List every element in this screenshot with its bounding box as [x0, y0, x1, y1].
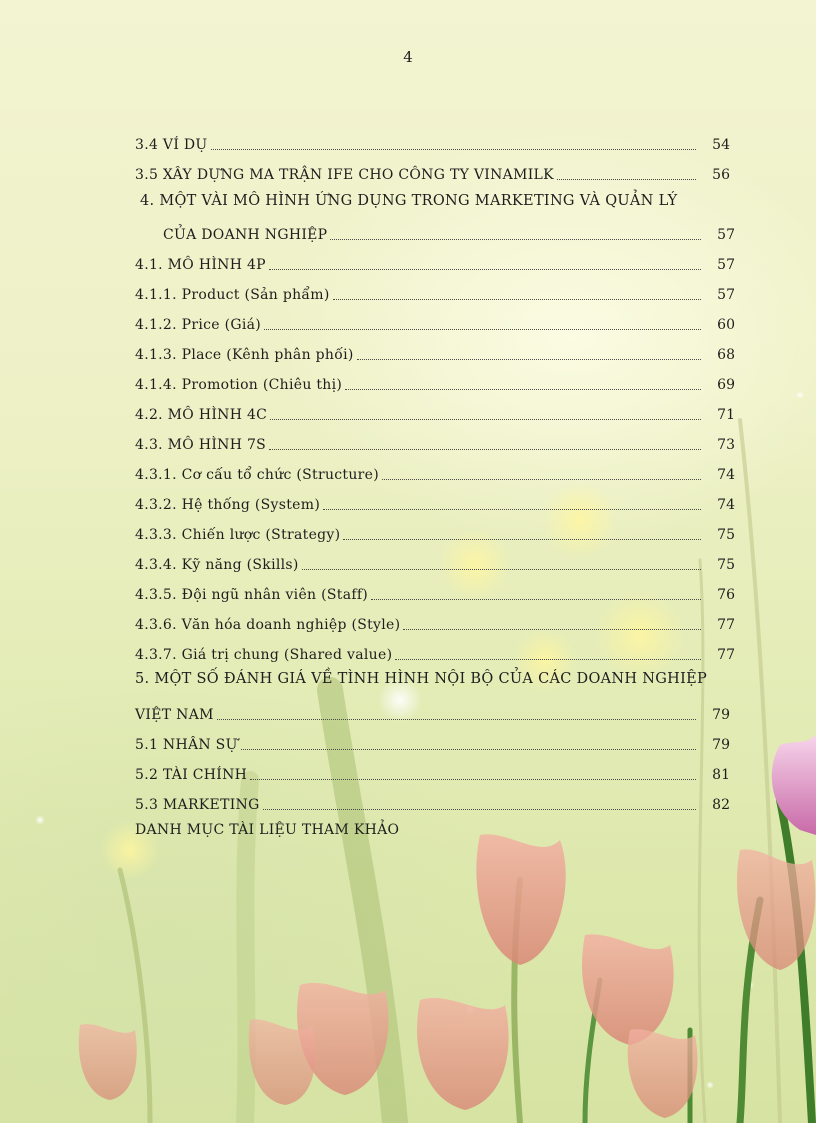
dot-leader	[302, 568, 701, 570]
toc-entry[interactable]	[135, 760, 730, 784]
toc-entry-title: 4.1. MÔ HÌNH 4P	[135, 257, 266, 273]
dot-leader	[269, 268, 701, 270]
toc-entry[interactable]	[135, 730, 730, 754]
toc-entry-page: 75	[717, 557, 735, 573]
toc-entry-title: 5.3 MARKETING	[135, 797, 260, 813]
toc-entry[interactable]	[135, 550, 735, 574]
toc-entry-title-line1[interactable]: 4. MỘT VÀI MÔ HÌNH ỨNG DỤNG TRONG MARKETING VÀ QUẢN LÝ	[140, 193, 678, 209]
toc-entry[interactable]	[135, 250, 735, 274]
toc-entry[interactable]	[135, 580, 735, 604]
toc-entry-page: 77	[717, 617, 735, 633]
toc-entry-page: 79	[712, 707, 730, 723]
toc-entry[interactable]	[135, 430, 735, 454]
toc-entry-page: 77	[717, 647, 735, 663]
toc-entry-page: 75	[717, 527, 735, 543]
toc-entry-title: 4.3.7. Giá trị chung (Shared value)	[135, 647, 393, 663]
toc-entry-page: 81	[712, 767, 730, 783]
toc-entry-title: 4.3. MÔ HÌNH 7S	[135, 437, 267, 453]
toc-entry-title: 4.1.1. Product (Sản phẩm)	[135, 287, 330, 303]
dot-leader	[357, 358, 701, 360]
page-number: 4	[403, 48, 413, 66]
toc-entry[interactable]	[135, 370, 735, 394]
toc-entry-page: 73	[717, 437, 735, 453]
toc-entry-title: 4.3.1. Cơ cấu tổ chức (Structure)	[135, 467, 380, 483]
dot-leader	[333, 298, 701, 300]
toc-entry[interactable]	[163, 220, 735, 244]
toc-entry-title: VIỆT NAM	[135, 707, 214, 723]
toc-entry-page: 57	[717, 257, 735, 273]
toc-entry-title: 4.3.6. Văn hóa doanh nghiệp (Style)	[135, 617, 401, 633]
toc-entry-title: 4.1.3. Place (Kênh phân phối)	[135, 347, 354, 363]
toc-entry[interactable]	[135, 790, 730, 814]
toc-entry-title-line1[interactable]: 5. MỘT SỐ ĐÁNH GIÁ VỀ TÌNH HÌNH NỘI BỘ CỦA CÁC DOANH NGHIỆP	[135, 671, 708, 687]
dot-leader	[403, 628, 701, 630]
dot-leader	[270, 418, 701, 420]
toc-entry[interactable]	[135, 640, 735, 664]
toc-entry-page: 56	[712, 167, 730, 183]
toc-entry[interactable]	[135, 700, 730, 724]
dot-leader	[263, 808, 696, 810]
dot-leader	[217, 718, 696, 720]
dot-leader	[395, 658, 701, 660]
toc-entry-title: 3.5 XÂY DỰNG MA TRẬN IFE CHO CÔNG TY VINAMILK	[135, 167, 554, 183]
dot-leader	[557, 178, 696, 180]
toc-entry-title: 4.3.3. Chiến lược (Strategy)	[135, 527, 341, 543]
dot-leader	[323, 508, 701, 510]
toc-entry-page: 71	[717, 407, 735, 423]
toc-entry-page: 54	[712, 137, 730, 153]
dot-leader	[264, 328, 701, 330]
toc-entry[interactable]	[135, 400, 735, 424]
toc-entry-page: 74	[717, 467, 735, 483]
toc-entry-page: 74	[717, 497, 735, 513]
dot-leader	[250, 778, 696, 780]
toc-entry-page: 57	[717, 227, 735, 243]
toc-entry-title: 5.2 TÀI CHÍNH	[135, 767, 248, 783]
toc-entry[interactable]	[135, 490, 735, 514]
toc-final-entry[interactable]: DANH MỤC TÀI LIỆU THAM KHẢO	[135, 822, 400, 838]
dot-leader	[382, 478, 701, 480]
toc-entry-page: 76	[717, 587, 735, 603]
toc-entry-title: 4.2. MÔ HÌNH 4C	[135, 407, 268, 423]
toc-entry-title: 4.1.4. Promotion (Chiêu thị)	[135, 377, 343, 393]
toc-entry-page: 57	[717, 287, 735, 303]
toc-entry[interactable]	[135, 130, 730, 154]
toc-entry[interactable]	[135, 520, 735, 544]
toc-entry[interactable]	[135, 280, 735, 304]
dot-leader	[269, 448, 701, 450]
toc-entry-title: 4.3.4. Kỹ năng (Skills)	[135, 557, 299, 573]
dot-leader	[371, 598, 701, 600]
dot-leader	[343, 538, 701, 540]
toc-entry-page: 82	[712, 797, 730, 813]
dot-leader	[330, 238, 701, 240]
toc-entry-title: 4.3.5. Đội ngũ nhân viên (Staff)	[135, 587, 369, 603]
toc-entry[interactable]	[135, 610, 735, 634]
dot-leader	[345, 388, 701, 390]
toc-entry-page: 79	[712, 737, 730, 753]
toc-entry-page: 68	[717, 347, 735, 363]
toc-entry[interactable]	[135, 340, 735, 364]
toc-entry-page: 60	[717, 317, 735, 333]
toc-entry[interactable]	[135, 160, 730, 184]
toc-entry-title: CỦA DOANH NGHIỆP	[163, 227, 328, 243]
toc-entry-title: 4.3.2. Hệ thống (System)	[135, 497, 321, 513]
toc-entry-title: 3.4 VÍ DỤ	[135, 137, 208, 153]
toc-entry-title: 4.1.2. Price (Giá)	[135, 317, 262, 333]
toc-entry[interactable]	[135, 310, 735, 334]
dot-leader	[211, 148, 696, 150]
dot-leader	[241, 748, 696, 750]
toc-entry[interactable]	[135, 460, 735, 484]
toc-entry-title: 5.1 NHÂN SỰ	[135, 737, 238, 753]
toc-entry-page: 69	[717, 377, 735, 393]
